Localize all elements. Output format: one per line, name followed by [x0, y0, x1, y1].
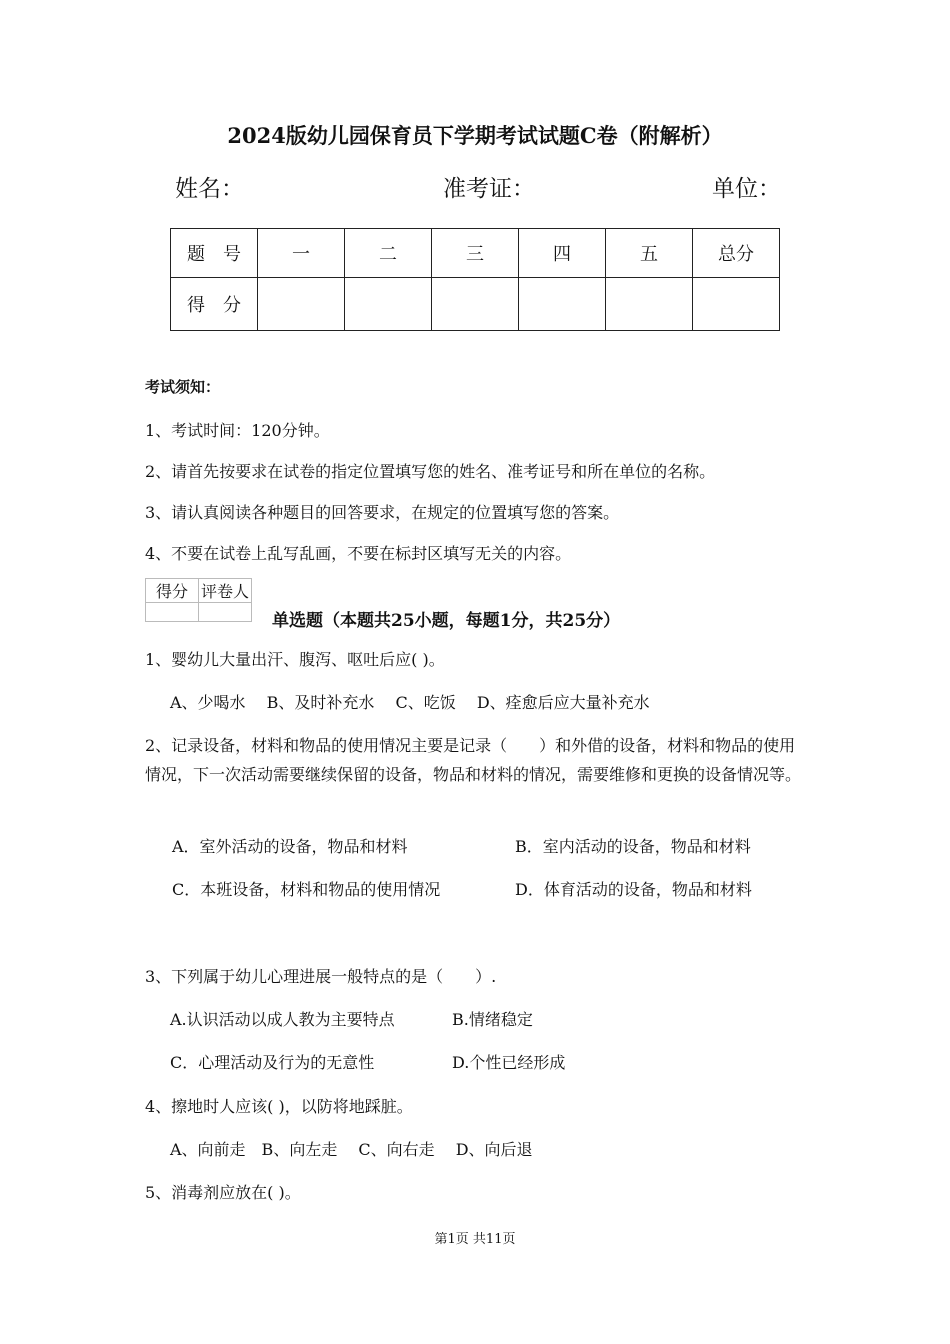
page-title: 2024版幼儿园保育员下学期考试试题C卷（附解析） [227, 123, 723, 148]
notice-item: 2、请首先按要求在试卷的指定位置填写您的姓名、准考证号和所在单位的名称。 [145, 462, 716, 481]
question-stem: 2、记录设备，材料和物品的使用情况主要是记录（ ）和外借的设备，材料和物品的使用情况，下一次活动需要继续保留的设备，物品和材料的情况，需要维修和更换的设备情况等。 [145, 736, 802, 784]
option-c: C．本班设备，材料和物品的使用情况 [172, 880, 441, 899]
score-cell[interactable] [519, 278, 606, 331]
option-a: A.认识活动以成人教为主要特点 [170, 1010, 395, 1029]
score-header-cell: 四 [519, 229, 606, 278]
option-a: A．室外活动的设备，物品和材料 [172, 837, 408, 856]
grader-score-label: 得分 [146, 579, 199, 603]
notice-item: 1、考试时间：120分钟。 [145, 421, 330, 440]
section-title: 单选题（本题共25小题，每题1分，共25分） [272, 611, 621, 631]
notice-item: 3、请认真阅读各种题目的回答要求，在规定的位置填写您的答案。 [145, 503, 620, 522]
grader-name-label: 评卷人 [199, 579, 252, 603]
question-options: A、少喝水 B、及时补充水 C、吃饭 D、痊愈后应大量补充水 [170, 693, 650, 712]
question-stem: 5、消毒剂应放在( )。 [145, 1183, 301, 1202]
score-row-label: 得 分 [171, 278, 258, 331]
name-label: 姓名： [175, 176, 244, 202]
question-stem: 1、婴幼儿大量出汗、腹泻、呕吐后应( )。 [145, 650, 445, 669]
option-b: B.情绪稳定 [452, 1010, 533, 1029]
score-header-cell: 二 [345, 229, 432, 278]
score-header-cell: 三 [432, 229, 519, 278]
notice-heading: 考试须知： [145, 378, 221, 396]
score-header-cell: 总分 [693, 229, 780, 278]
grader-box [145, 578, 252, 622]
question-options: A、向前走 B、向左走 C、向右走 D、向后退 [170, 1140, 533, 1159]
grader-name-cell[interactable] [199, 603, 252, 622]
score-header-cell: 五 [606, 229, 693, 278]
score-header-cell: 一 [258, 229, 345, 278]
unit-label: 单位： [712, 176, 781, 202]
option-b: B．室内活动的设备，物品和材料 [515, 837, 751, 856]
score-table-header-row [171, 229, 780, 278]
exam-id-label: 准考证： [443, 176, 535, 202]
option-d: D．体育活动的设备，物品和材料 [515, 880, 752, 899]
score-cell[interactable] [258, 278, 345, 331]
score-table [170, 228, 780, 331]
page-footer: 第1页 共11页 [434, 1232, 516, 1247]
score-table-score-row [171, 278, 780, 331]
grader-score-cell[interactable] [146, 603, 199, 622]
score-cell[interactable] [345, 278, 432, 331]
score-cell[interactable] [606, 278, 693, 331]
score-header-cell: 题 号 [171, 229, 258, 278]
option-c: C．心理活动及行为的无意性 [170, 1053, 375, 1072]
notice-item: 4、不要在试卷上乱写乱画，不要在标封区填写无关的内容。 [145, 544, 572, 563]
question-stem: 4、擦地时人应该( )，以防将地踩脏。 [145, 1097, 413, 1116]
option-d: D.个性已经形成 [452, 1053, 566, 1072]
score-cell[interactable] [432, 278, 519, 331]
question-stem: 3、下列属于幼儿心理进展一般特点的是（ ）. [145, 967, 497, 986]
score-cell[interactable] [693, 278, 780, 331]
